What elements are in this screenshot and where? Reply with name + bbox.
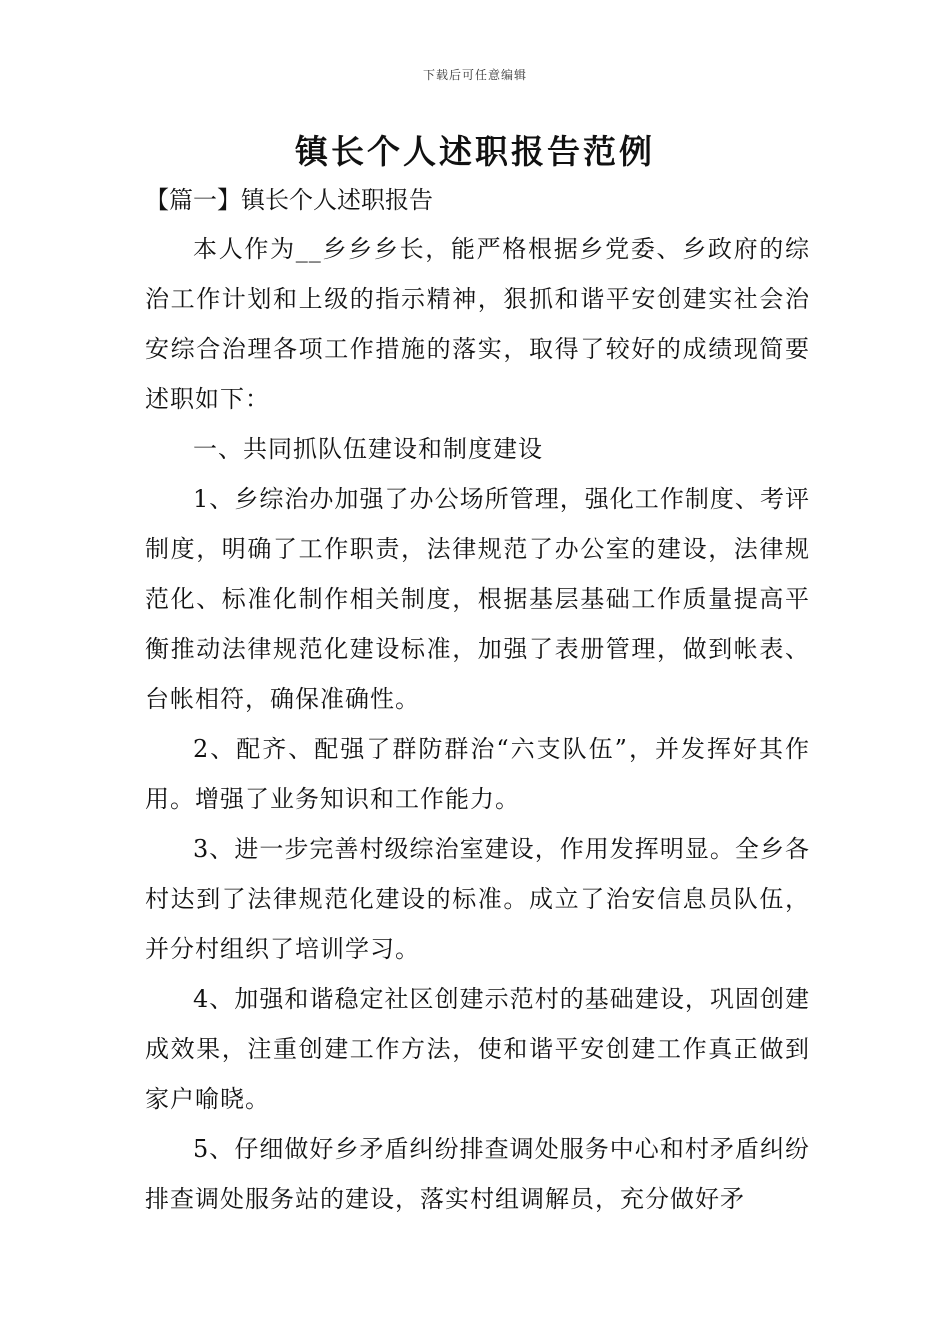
paragraph-item-4: 4、加强和谐稳定社区创建示范村的基础建设，巩固创建成效果，注重创建工作方法，使和谐平安创建工作真正做到家户喻晓。 — [145, 985, 810, 1113]
paragraph-intro: 本人作为__乡乡乡长，能严格根据乡党委、乡政府的综治工作计划和上级的指示精神，狠抓和谐平安创建实社会治安综合治理各项工作措施的落实，取得了较好的成绩现简要述职如下： — [145, 235, 810, 413]
document-title: 镇长个人述职报告范例 — [295, 132, 655, 171]
paragraph-item-2: 2、配齐、配强了群防群治“六支队伍”，并发挥好其作用。增强了业务知识和工作能力。 — [145, 735, 810, 813]
document-body — [145, 224, 810, 1224]
paragraph-item-5: 5、仔细做好乡矛盾纠纷排查调处服务中心和村矛盾纠纷排查调处服务站的建设，落实村组调解员，充分做好矛 — [145, 1135, 810, 1213]
paragraph-item-1: 1、乡综治办加强了办公场所管理，强化工作制度、考评制度，明确了工作职责，法律规范了办公室的建设，法律规范化、标准化制作相关制度，根据基层基础工作质量提高平衡推动法律规范化建设标准，加强了表册管理，做到帐表、台帐相符，确保准确性。 — [145, 485, 810, 713]
paragraph-subheading: 一、共同抓队伍建设和制度建设 — [193, 435, 543, 463]
paragraph-item-3: 3、进一步完善村级综治室建设，作用发挥明显。全乡各村达到了法律规范化建设的标准。成立了治安信息员队伍，并分村组织了培训学习。 — [145, 835, 810, 963]
header-note: 下载后可任意编辑 — [422, 68, 527, 82]
section-heading: 【篇一】镇长个人述职报告 — [145, 186, 433, 214]
